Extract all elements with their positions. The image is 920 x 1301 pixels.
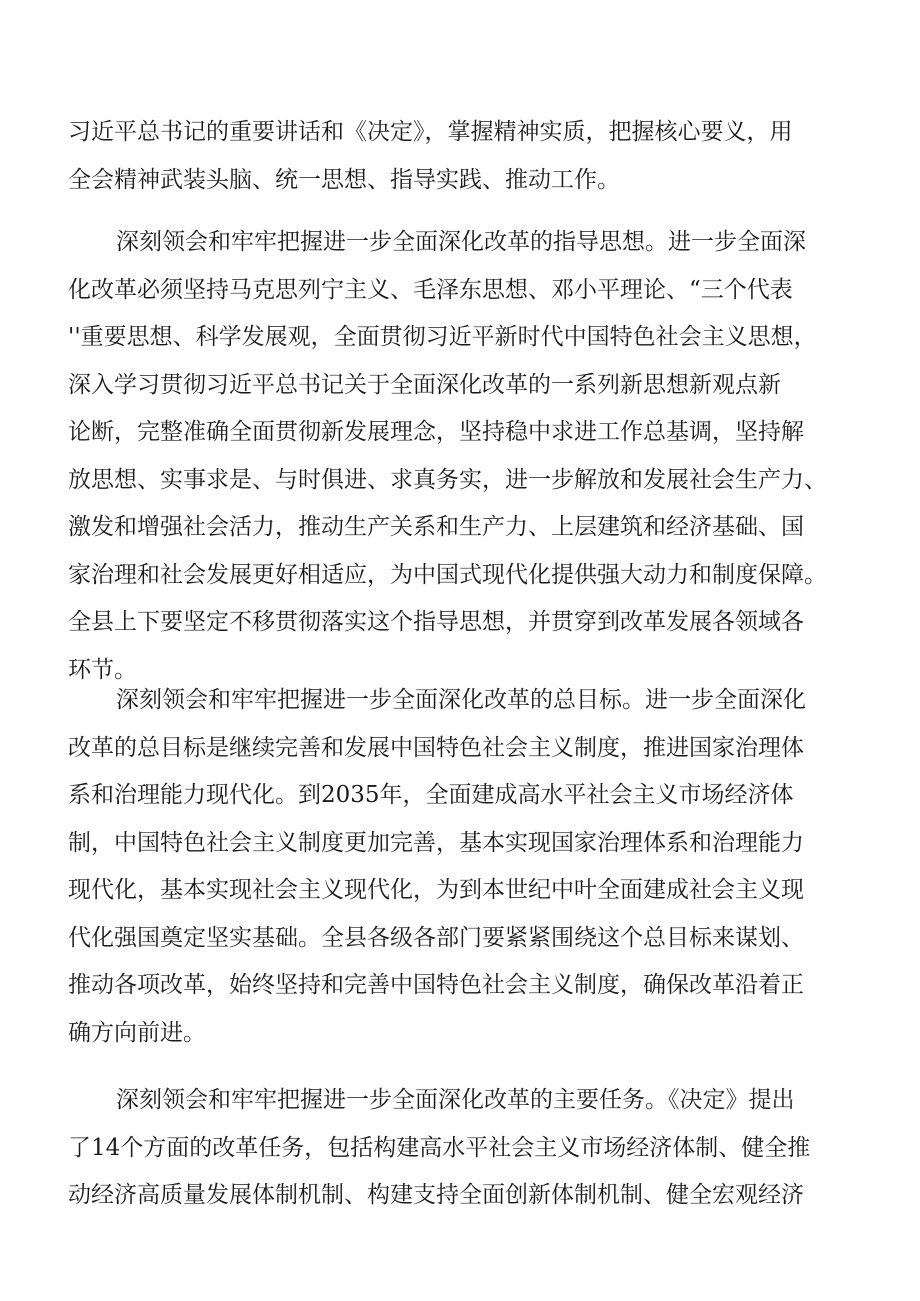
text-line: 放思想、实事求是、与时俱进、求真务实，进一步解放和发展社会生产力、 [68, 466, 827, 493]
text-line: 代化强国奠定坚实基础。全县各级各部门要紧紧围绕这个总目标来谋划、 [68, 924, 804, 951]
text-line: 现代化，基本实现社会主义现代化，为到本世纪中叶全面建成社会主义现 [68, 877, 804, 903]
text-line: 深刻领会和牢牢把握进一步全面深化改革的指导思想。进一步全面深 [116, 229, 806, 255]
text-line: 制，中国特色社会主义制度更加完善，基本实现国家治理体系和治理能力 [68, 829, 804, 856]
text-line: 了14个方面的改革任务，包括构建高水平社会主义市场经济体制、健全推 [68, 1134, 811, 1161]
text-line: 化改革必须坚持马克思列宁主义、毛泽东思想、邓小平理论、“三个代表 [68, 276, 793, 303]
text-line: 习近平总书记的重要讲话和《决定》，掌握精神实质，把握核心要义，用 [68, 119, 793, 145]
text-line: 动经济高质量发展体制机制、构建支持全面创新体制机制、健全宏观经济 [68, 1182, 804, 1208]
text-line: 改革的总目标是继续完善和发展中国特色社会主义制度，推进国家治理体 [68, 734, 804, 761]
text-line: 确方向前进。 [68, 1019, 206, 1046]
text-line: 系和治理能力现代化。到2035年，全面建成高水平社会主义市场经济体 [68, 782, 794, 808]
text-line: ''重要思想、科学发展观，全面贯彻习近平新时代中国特色社会主义思想， [68, 324, 817, 350]
text-line: 深刻领会和牢牢把握进一步全面深化改革的总目标。进一步全面深化 [116, 687, 806, 713]
text-line: 激发和增强社会活力，推动生产关系和生产力、上层建筑和经济基础、国 [68, 514, 804, 540]
text-line: 家治理和社会发展更好相适应，为中国式现代化提供强大动力和制度保障。 [68, 561, 827, 588]
paragraph-main-tasks [68, 1077, 858, 1220]
text-line: 论断，完整准确全面贯彻新发展理念，坚持稳中求进工作总基调，坚持解 [68, 419, 804, 445]
paragraph-1 [68, 109, 858, 204]
text-line: 深入学习贯彻习近平总书记关于全面深化改革的一系列新思想新观点新 [68, 371, 781, 398]
paragraph-overall-goal [68, 677, 858, 1057]
paragraph-guiding-ideology [68, 219, 858, 694]
text-line: 环节。 [68, 656, 137, 683]
text-line: 全县上下要坚定不移贯彻落实这个指导思想，并贯穿到改革发展各领域各 [68, 609, 804, 635]
text-line: 全会精神武装头脑、统一思想、指导实践、推动工作。 [68, 166, 620, 193]
text-line: 深刻领会和牢牢把握进一步全面深化改革的主要任务。《决定》提出 [116, 1087, 795, 1113]
text-line: 推动各项改革，始终坚持和完善中国特色社会主义制度，确保改革沿着正 [68, 972, 804, 998]
